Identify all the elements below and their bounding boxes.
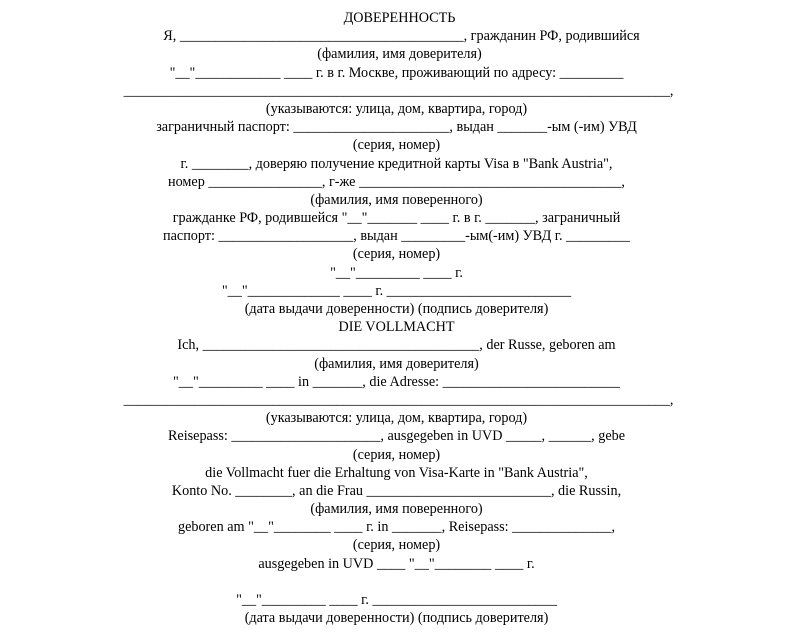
attorney-passport-line-ru: паспорт: ___________________, выдан _________-ым(-им) УВД г. _________ xyxy=(163,228,630,245)
caption-principal-name-ru: (фамилия, имя доверителя) xyxy=(317,46,482,63)
attorney-line-de: Konto No. ________, an die Frau __________________________, die Russin, xyxy=(171,482,622,499)
visa-card-line-ru: г. ________, доверяю получение кредитной карты Visa в "Bank Austria", xyxy=(180,155,613,172)
caption-address-de: (указываются: улица, дом, квартира, город) xyxy=(265,410,528,427)
caption-attorney-name-ru: (фамилия, имя поверенного) xyxy=(310,191,483,208)
blank-spacer xyxy=(0,573,793,591)
title-de: DIE VOLLMACHT xyxy=(338,319,455,336)
power-of-attorney-document xyxy=(0,9,793,627)
principal-line-ru: Я, ________________________________________, гражданин РФ, родившийся xyxy=(163,28,640,45)
passport-line-de: Reisepass: _____________________, ausgegeben in UVD _____, ______, gebe xyxy=(167,428,626,445)
date-signature-line-de: "__"_________ ____ г. __________________________ xyxy=(236,592,557,608)
issued-uvd-line-de: ausgegeben in UVD ____ "__"________ ____ г. xyxy=(258,555,535,572)
passport-line-ru: заграничный паспорт: ______________________, выдан _______-ым (-им) УВД xyxy=(156,119,637,136)
caption-date-signature-de: (дата выдачи доверенности) (подпись доверителя) xyxy=(244,610,549,627)
caption-passport-de: (серия, номер) xyxy=(352,446,441,463)
attorney-line-ru: номер ________________, г-же _____________________________________, xyxy=(168,173,625,190)
caption-address-ru: (указываются: улица, дом, квартира, город) xyxy=(265,100,528,117)
address-blank-line-ru: _____________________________________________________________________________, xyxy=(123,82,674,99)
caption-principal-name-de: (фамилия, имя доверителя) xyxy=(314,355,479,372)
caption-attorney-passport-ru: (серия, номер) xyxy=(352,246,441,263)
principal-line-de: Ich, _______________________________________, der Russe, geboren am xyxy=(177,337,616,354)
attorney-birth-line-de: geboren am "__"________ ____ г. in _______, Reisepass: ______________, xyxy=(177,519,616,536)
birth-address-line-ru: "__"____________ ____ г. в г. Москве, проживающий по адресу: _________ xyxy=(169,64,624,81)
visa-card-line-de: die Vollmacht fuer die Erhaltung von Visa-Karte in "Bank Austria", xyxy=(205,464,588,481)
date-signature-line-ru: "__"_____________ ____ г. __________________________ xyxy=(221,282,572,299)
attorney-birth-line-ru: гражданке РФ, родившейся "__"_______ ____ г. в г. _______, заграничный xyxy=(172,210,621,227)
caption-attorney-passport-de: (серия, номер) xyxy=(352,537,441,554)
caption-attorney-name-de: (фамилия, имя поверенного) xyxy=(310,501,483,518)
title-ru: ДОВЕРЕННОСТЬ xyxy=(343,10,456,26)
caption-date-signature-ru: (дата выдачи доверенности) (подпись доверителя) xyxy=(244,301,549,317)
issue-date-line-ru: "__"_________ ____ г. xyxy=(330,264,463,281)
address-blank-line-de: _____________________________________________________________________________, xyxy=(123,391,674,408)
caption-passport-ru: (серия, номер) xyxy=(352,137,441,154)
birth-address-line-de: "__"_________ ____ in _______, die Adresse: _________________________ xyxy=(172,373,621,390)
